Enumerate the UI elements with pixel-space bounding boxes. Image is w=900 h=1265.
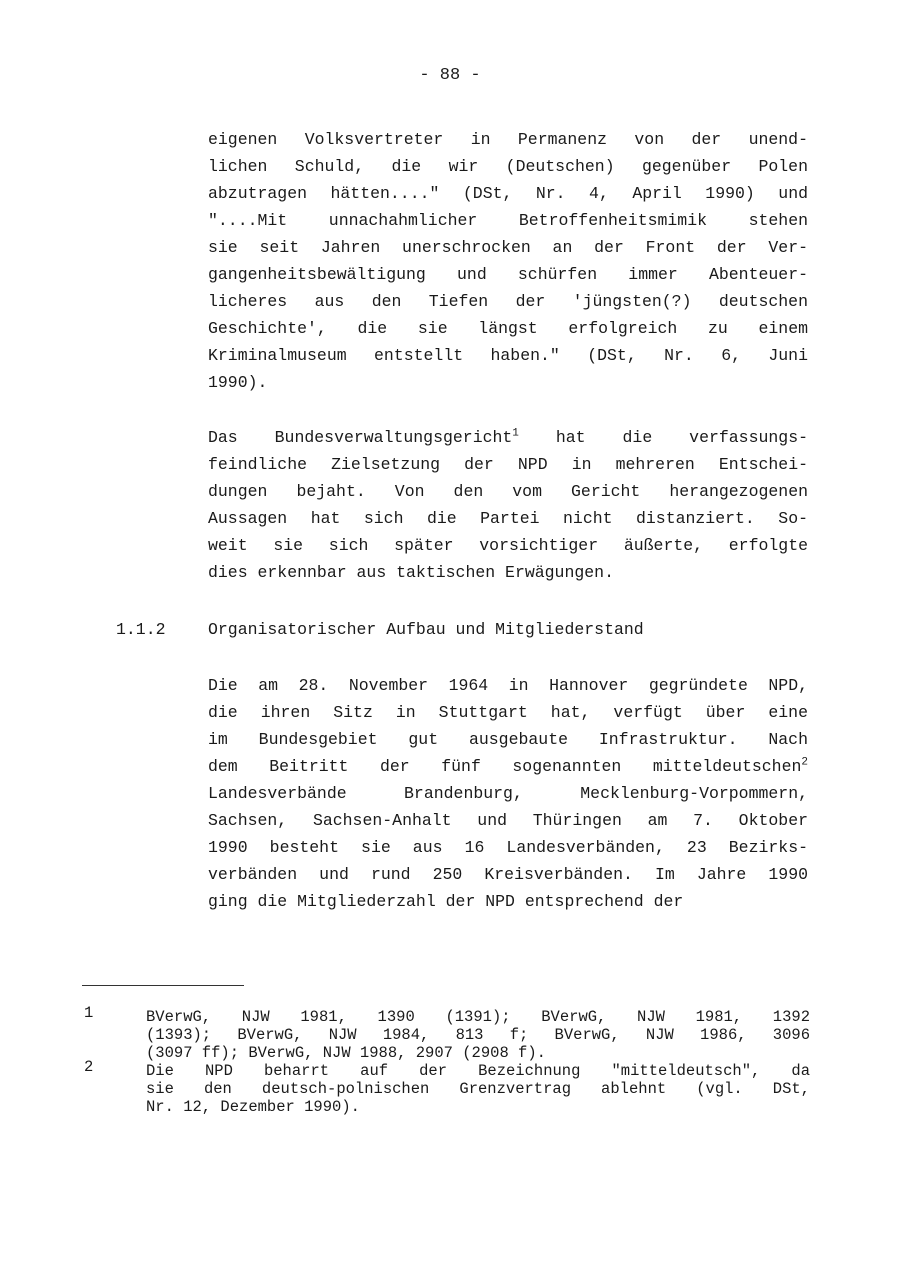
text-line: feindliche Zielsetzung der NPD in mehreren Entschei- [208, 455, 808, 474]
text-line: 1990). [208, 373, 268, 392]
text-segment: hat die verfassungs- [518, 428, 808, 447]
text-line: im Bundesgebiet gut ausgebaute Infrastruktur. Nach [208, 730, 808, 749]
text-line [208, 757, 808, 777]
footnote-number: 2 [84, 1058, 94, 1076]
footnote-line: (3097 ff); BVerwG, NJW 1988, 2907 (2908 f). [146, 1044, 546, 1062]
text-line: gangenheitsbewältigung und schürfen immer Abenteuer- [208, 265, 808, 284]
section-title: Organisatorischer Aufbau und Mitgliederstand [208, 620, 644, 639]
text-line: sie seit Jahren unerschrocken an der Front der Ver- [208, 238, 808, 257]
text-line: 1990 besteht sie aus 16 Landesverbänden, 23 Bezirks- [208, 838, 808, 857]
text-line: Geschichte', die sie längst erfolgreich zu einem [208, 319, 808, 338]
page-number: - 88 - [419, 66, 481, 85]
section-number: 1.1.2 [116, 620, 166, 639]
text-line: abzutragen hätten...." (DSt, Nr. 4, April 1990) und [208, 184, 808, 203]
text-line: lichen Schuld, die wir (Deutschen) gegenüber Polen [208, 157, 808, 176]
text-line: Sachsen, Sachsen-Anhalt und Thüringen am 7. Oktober [208, 811, 808, 830]
text-line: licheres aus den Tiefen der 'jüngsten(?) deutschen [208, 292, 808, 311]
text-line: Kriminalmuseum entstellt haben." (DSt, Nr. 6, Juni [208, 346, 808, 365]
text-line: dies erkennbar aus taktischen Erwägungen. [208, 563, 614, 582]
text-line: die ihren Sitz in Stuttgart hat, verfügt über eine [208, 703, 808, 722]
text-line: Die am 28. November 1964 in Hannover gegründete NPD, [208, 676, 808, 695]
text-segment: dem Beitritt der fünf sogenannten mitteldeutschen [208, 757, 802, 776]
footnote-ref-1[interactable]: 1 [512, 428, 519, 440]
text-line: verbänden und rund 250 Kreisverbänden. Im Jahre 1990 [208, 865, 808, 884]
text-line: Aussagen hat sich die Partei nicht distanziert. So- [208, 509, 808, 528]
text-line: weit sie sich später vorsichtiger äußerte, erfolgte [208, 536, 808, 555]
footnote-line: (1393); BVerwG, NJW 1984, 813 f; BVerwG, NJW 1986, 3096 [146, 1026, 810, 1044]
footnote-line: Die NPD beharrt auf der Bezeichnung "mitteldeutsch", da [146, 1062, 810, 1080]
text-line: "....Mit unnachahmlicher Betroffenheitsmimik stehen [208, 211, 808, 230]
footnote-separator [82, 985, 244, 986]
text-line [208, 428, 808, 448]
footnote-line: Nr. 12, Dezember 1990). [146, 1098, 360, 1116]
footnote-ref-2[interactable]: 2 [801, 757, 808, 769]
text-segment: Das Bundesverwaltungsgericht [208, 428, 513, 447]
footnote-line: sie den deutsch-polnischen Grenzvertrag ablehnt (vgl. DSt, [146, 1080, 810, 1098]
footnote-number: 1 [84, 1004, 94, 1022]
text-line: ging die Mitgliederzahl der NPD entsprechend der [208, 892, 684, 911]
text-line: dungen bejaht. Von den vom Gericht herangezogenen [208, 482, 808, 501]
footnote-line: BVerwG, NJW 1981, 1390 (1391); BVerwG, NJW 1981, 1392 [146, 1008, 810, 1026]
text-line: eigenen Volksvertreter in Permanenz von der unend- [208, 130, 808, 149]
text-line: Landesverbände Brandenburg, Mecklenburg-Vorpommern, [208, 784, 808, 803]
